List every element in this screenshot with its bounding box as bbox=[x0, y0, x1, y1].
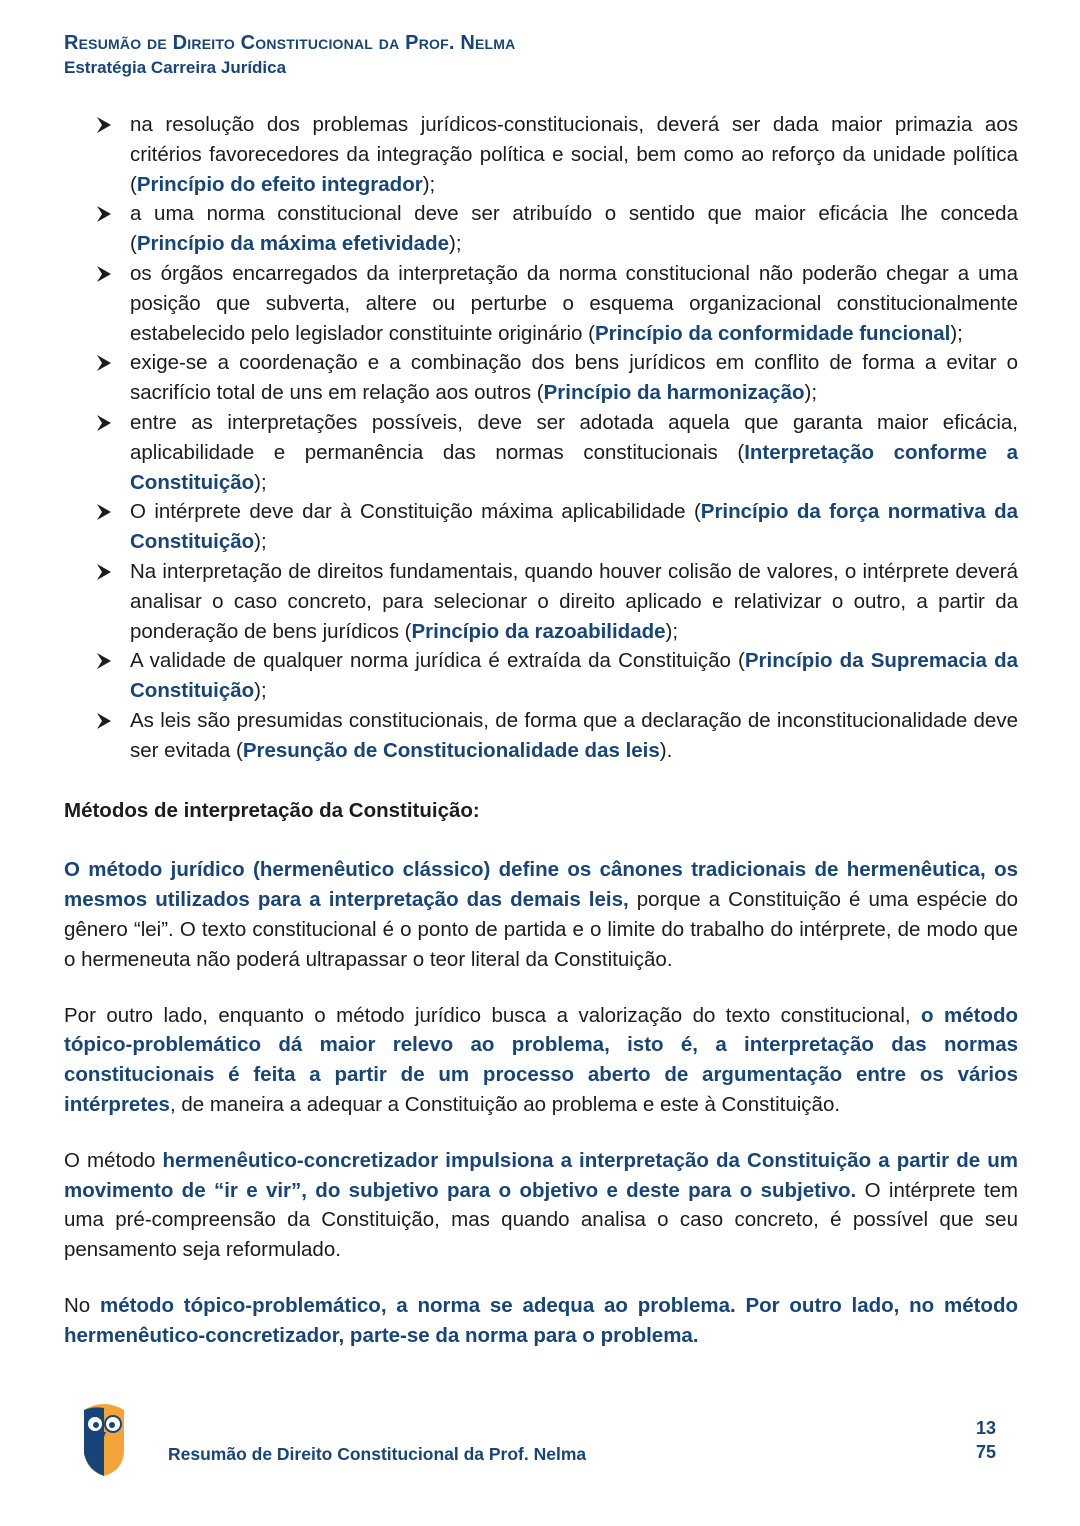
principle-name: Interpretação conforme a Constituição bbox=[130, 440, 1018, 494]
list-item bbox=[64, 259, 1018, 348]
list-item-text: O intérprete deve dar à Constituição máxima aplicabilidade ( bbox=[130, 500, 701, 524]
principle-name: Princípio da razoabilidade bbox=[411, 619, 666, 643]
principle-name: Princípio da harmonização bbox=[543, 381, 805, 405]
list-item-tail: ); bbox=[950, 321, 963, 345]
paragraph-pre: No bbox=[64, 1293, 100, 1317]
owl-logo-icon bbox=[80, 1400, 128, 1478]
page-current: 13 bbox=[975, 1418, 997, 1438]
list-item bbox=[64, 110, 1018, 199]
principles-list bbox=[64, 110, 1018, 766]
paragraph-post: porque a Constituição é uma espécie do gênero “lei”. O texto constitucional é o ponto de partida e o limite do trabalho do intérprete, de modo que o hermeneuta não poderá ultrapassar o teor literal da Constituição. bbox=[64, 888, 1018, 971]
list-item-text: na resolução dos problemas jurídicos-constitucionais, deverá ser dada maior primazia aos critérios favorecedores da integração política e social, bem como ao reforço da unidade política ( bbox=[130, 113, 1018, 196]
page-total: 75 bbox=[975, 1442, 997, 1462]
arrow-bullet-icon bbox=[96, 414, 112, 432]
list-item-tail: ); bbox=[804, 381, 818, 405]
list-item-tail: ); bbox=[665, 619, 679, 643]
arrow-bullet-icon bbox=[96, 652, 112, 670]
paragraph-summary bbox=[64, 1291, 1018, 1351]
list-item-text: exige-se a coordenação e a combinação dos bens jurídicos em conflito de forma a evitar o sacrifício total de uns em relação aos outros ( bbox=[130, 351, 1018, 405]
paragraph-juridico bbox=[64, 855, 1018, 974]
list-item-tail: ); bbox=[449, 232, 462, 256]
arrow-bullet-icon bbox=[96, 503, 112, 521]
list-item bbox=[64, 348, 1018, 408]
list-item bbox=[64, 557, 1018, 646]
list-item-tail: ); bbox=[254, 530, 267, 554]
list-item-text: entre as interpretações possíveis, deve ser adotada aquela que garanta maior eficácia, aplicabilidade e permanência das normas constitucionais ( bbox=[130, 410, 1018, 464]
paragraph-pre: O método bbox=[64, 1148, 163, 1172]
principle-name: Princípio da Supremacia da Constituição bbox=[130, 649, 1018, 703]
page-number bbox=[960, 1416, 1012, 1464]
paragraph-highlight: o método tópico-problemático dá maior relevo ao problema, isto é, a interpretação das normas constitucionais é feita a partir de um processo aberto de argumentação entre os vários intérpretes bbox=[64, 1003, 1018, 1116]
principle-name: Princípio da conformidade funcional bbox=[594, 321, 951, 345]
arrow-bullet-icon bbox=[96, 116, 112, 134]
list-item-tail: ); bbox=[422, 172, 436, 196]
principle-name: Princípio da força normativa da Constituição bbox=[130, 500, 1018, 554]
paragraph-highlight: método tópico-problemático, a norma se adequa ao problema. Por outro lado, no método hermenêutico-concretizador, parte-se da norma para o problema. bbox=[64, 1293, 1018, 1347]
list-item-text: A validade de qualquer norma jurídica é extraída da Constituição ( bbox=[130, 649, 745, 673]
list-item-tail: ). bbox=[659, 738, 673, 762]
list-item bbox=[64, 646, 1018, 706]
paragraph-topico bbox=[64, 1001, 1018, 1120]
list-item bbox=[64, 706, 1018, 766]
list-item-tail: ); bbox=[254, 470, 267, 494]
page-header bbox=[64, 30, 515, 80]
header-title: Resumão de Direito Constitucional da Prof. Nelma bbox=[64, 32, 516, 54]
list-item bbox=[64, 408, 1018, 497]
paragraph-post: O intérprete tem uma pré-compreensão da Constituição, mas quando analisa o caso concreto, é possível que seu pensamento seja reformulado. bbox=[64, 1178, 1019, 1262]
principle-name: Princípio do efeito integrador bbox=[136, 172, 423, 196]
paragraph-post: , de maneira a adequar a Constituição ao problema e este à Constituição. bbox=[169, 1092, 841, 1116]
arrow-bullet-icon bbox=[96, 563, 112, 581]
arrow-bullet-icon bbox=[96, 205, 112, 223]
arrow-bullet-icon bbox=[96, 712, 112, 730]
list-item-text: a uma norma constitucional deve ser atribuído o sentido que maior eficácia lhe conceda ( bbox=[130, 202, 1018, 256]
section-title: Métodos de interpretação da Constituição: bbox=[64, 798, 480, 822]
paragraph-highlight: hermenêutico-concretizador impulsiona a interpretação da Constituição a partir de um movimento de “ir e vir”, do subjetivo para o objetivo e deste para o subjetivo. bbox=[64, 1148, 1019, 1202]
list-item-text: os órgãos encarregados da interpretação da norma constitucional não poderão chegar a uma posição que subverta, altere ou perturbe o esquema organizacional constitucionalmente estabelecido pelo legislador constituinte originário ( bbox=[130, 261, 1018, 345]
paragraph-highlight: O método jurídico (hermenêutico clássico) define os cânones tradicionais de hermenêutica, os mesmos utilizados para a interpretação das demais leis, bbox=[64, 858, 1018, 912]
arrow-bullet-icon bbox=[96, 354, 112, 372]
page-content bbox=[64, 110, 1018, 1376]
list-item-tail: ); bbox=[254, 679, 267, 703]
list-item-text: Na interpretação de direitos fundamentais, quando houver colisão de valores, o intérprete deverá analisar o caso concreto, para selecionar o direito aplicado e relativizar o outro, a partir da ponderação de bens jurídicos ( bbox=[130, 559, 1018, 643]
principle-name: Presunção de Constitucionalidade das leis bbox=[242, 738, 660, 762]
list-item bbox=[64, 199, 1018, 259]
paragraph-pre: Por outro lado, enquanto o método jurídico busca a valorização do texto constitucional, bbox=[64, 1003, 922, 1027]
list-item bbox=[64, 497, 1018, 557]
footer-text: Resumão de Direito Constitucional da Prof. Nelma bbox=[168, 1444, 587, 1464]
arrow-bullet-icon bbox=[96, 265, 112, 283]
header-subtitle: Estratégia Carreira Jurídica bbox=[64, 58, 287, 77]
list-item-text: As leis são presumidas constitucionais, de forma que a declaração de inconstitucionalidade deve ser evitada ( bbox=[130, 708, 1018, 762]
paragraph-concretizador bbox=[64, 1146, 1018, 1265]
principle-name: Princípio da máxima efetividade bbox=[136, 232, 449, 256]
